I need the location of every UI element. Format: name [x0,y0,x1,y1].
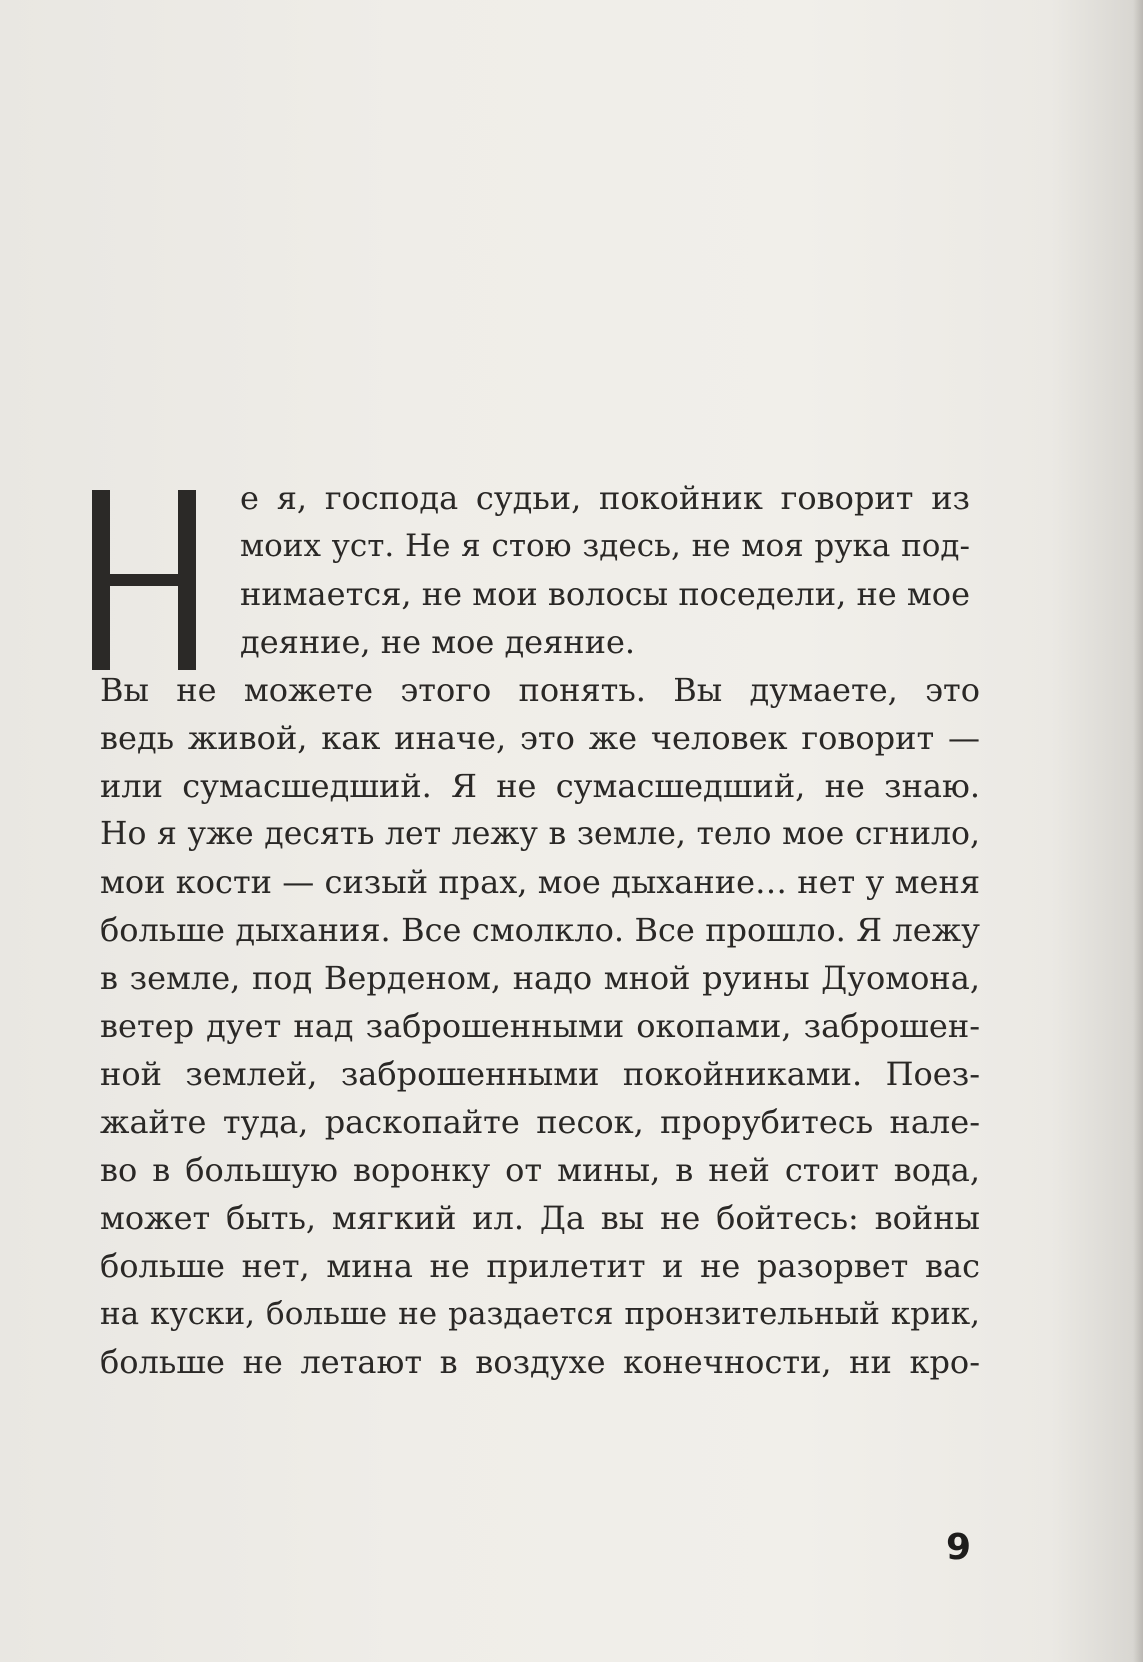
text-line: больше не летают в воздухе конечности, ни кро- [100,1343,980,1381]
text-line: мои кости — сизый прах, мое дыхание… нет у меня [100,863,980,901]
drop-cap-letter [92,490,210,670]
text-line: во в большую воронку от мины, в ней стоит вода, [100,1151,980,1189]
text-line: нимается, не мои волосы поседели, не мое [240,575,970,613]
text-line: в земле, под Верденом, надо мной руины Дуомона, [100,959,980,997]
page-number: 9 [946,1527,972,1568]
page-edge-shadow [1133,0,1143,1662]
text-line: е я, господа судьи, покойник говорит из [240,479,970,517]
text-line: больше дыхания. Все смолкло. Все прошло. Я лежу [100,911,980,949]
text-line: ведь живой, как иначе, это же человек говорит — [100,719,980,757]
text-line: на куски, больше не раздается пронзительный крик, [100,1296,980,1332]
text-line: моих уст. Не я стою здесь, не моя рука под- [240,528,970,564]
text-line: ной землей, заброшенными покойниками. Поез- [100,1055,980,1093]
text-line: или сумасшедший. Я не сумасшедший, не знаю. [100,767,980,805]
text-line: деяние, не мое деяние. [240,623,636,661]
text-line: Но я уже десять лет лежу в земле, тело мое сгнило, [100,816,980,852]
text-line: ветер дует над заброшенными окопами, заброшен- [100,1007,980,1045]
text-line: больше нет, мина не прилетит и не разорвет вас [100,1247,980,1285]
text-line: жайте туда, раскопайте песок, прорубитесь нале- [100,1103,980,1141]
text-line: Вы не можете этого понять. Вы думаете, это [100,671,980,709]
text-line: может быть, мягкий ил. Да вы не бойтесь: войны [100,1199,980,1237]
